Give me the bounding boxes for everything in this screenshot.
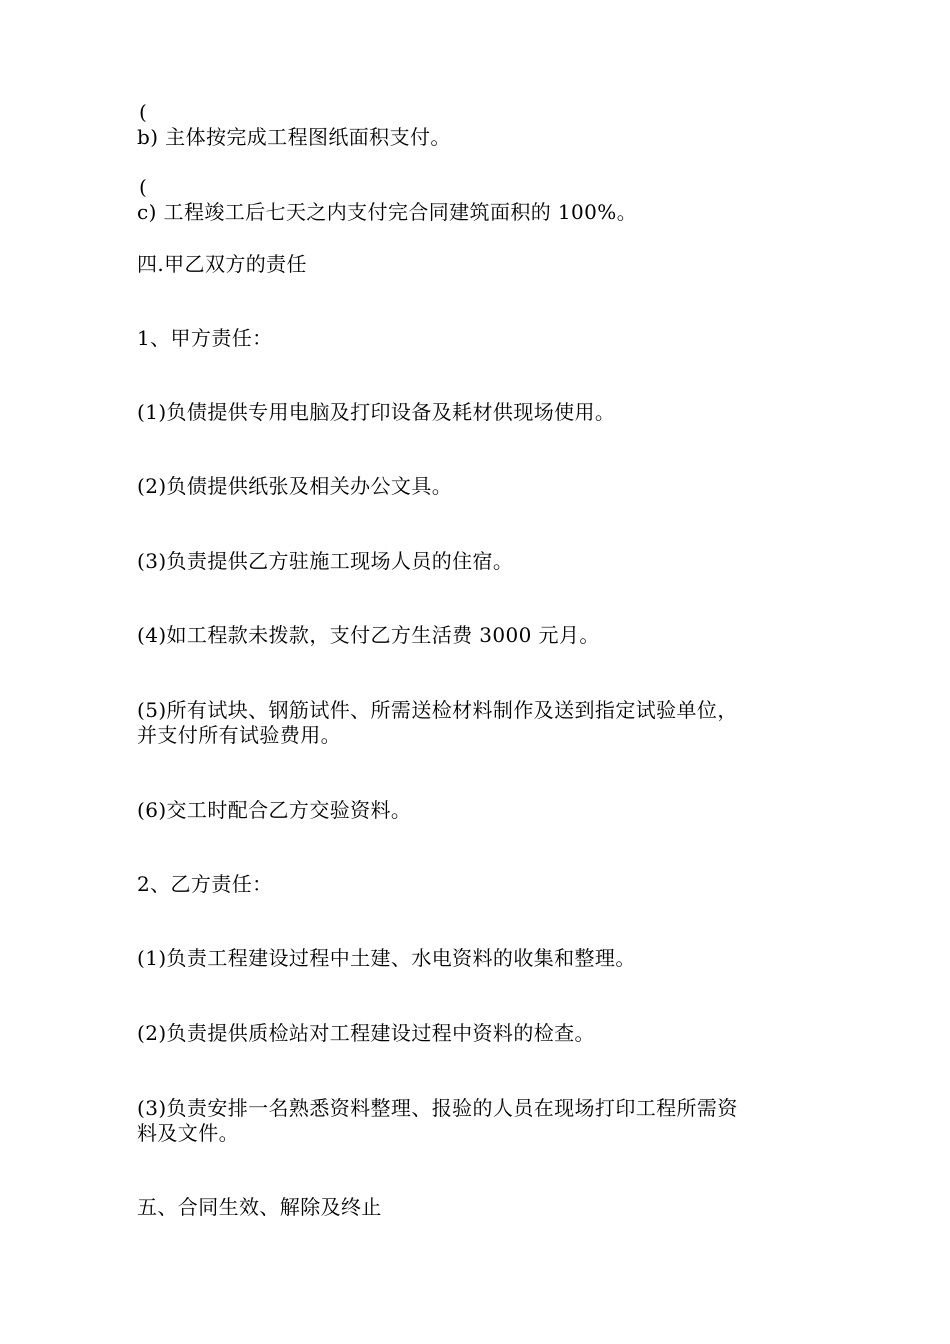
payment-item-c: c) 工程竣工后七天之内支付完合同建筑面积的 100%。 [137, 200, 638, 224]
party-b-item-3: (3)负责安排一名熟悉资料整理、报验的人员在现场打印工程所需资 [137, 1096, 738, 1120]
party-b-item-3-continued: 料及文件。 [137, 1121, 239, 1145]
party-a-item-2: (2)负债提供纸张及相关办公文具。 [137, 474, 453, 498]
party-a-heading: 1、甲方责任： [137, 326, 273, 350]
party-b-item-2: (2)负责提供质检站对工程建设过程中资料的检查。 [137, 1021, 595, 1045]
payment-item-b: b) 主体按完成工程图纸面积支付。 [137, 125, 451, 149]
party-a-item-4: (4)如工程款未拨款，支付乙方生活费 3000 元月。 [137, 623, 600, 647]
party-a-item-1: (1)负债提供专用电脑及打印设备及耗材供现场使用。 [137, 400, 616, 424]
party-a-item-6: (6)交工时配合乙方交验资料。 [137, 798, 412, 822]
item-b-marker: ( [139, 100, 147, 124]
party-b-heading: 2、乙方责任： [137, 872, 273, 896]
item-c-marker: ( [139, 175, 147, 199]
section-4-heading: 四.甲乙双方的责任 [137, 252, 307, 276]
party-a-item-3: (3)负责提供乙方驻施工现场人员的住宿。 [137, 549, 514, 573]
party-a-item-5-continued: 并支付所有试验费用。 [137, 723, 341, 747]
party-a-item-5: (5)所有试块、钢筋试件、所需送检材料制作及送到指定试验单位， [137, 698, 738, 722]
section-5-heading: 五、合同生效、解除及终止 [137, 1195, 382, 1219]
party-b-item-1: (1)负责工程建设过程中土建、水电资料的收集和整理。 [137, 946, 636, 970]
